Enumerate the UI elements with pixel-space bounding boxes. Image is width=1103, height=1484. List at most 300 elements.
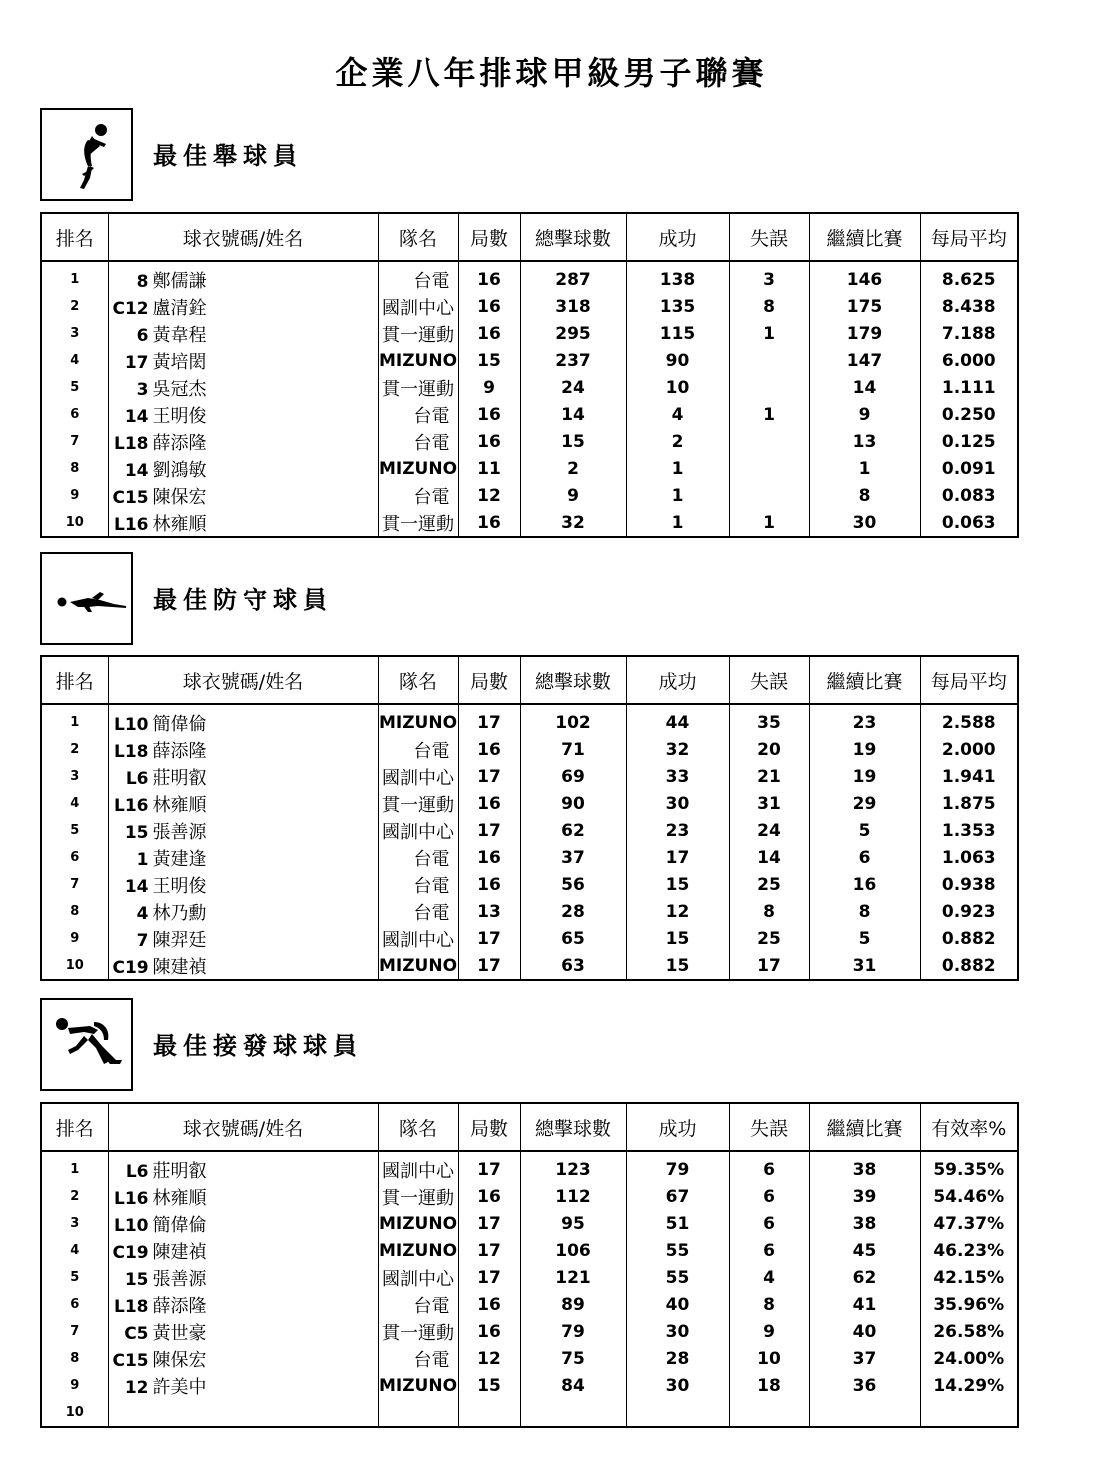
team-cell: 台電 [378, 261, 458, 293]
continue-cell: 5 [809, 817, 920, 844]
table-row [41, 952, 1018, 980]
sets-cell: 16 [458, 428, 520, 455]
total-cell: 69 [520, 763, 626, 790]
player-cell [108, 871, 378, 898]
average-cell: 0.091 [941, 458, 996, 479]
table-row [41, 704, 1018, 736]
col-header: 球衣號碼/姓名 [108, 1103, 378, 1151]
player-name: 薛添隆 [152, 740, 207, 762]
col-header: 有效率% [920, 1103, 1018, 1151]
total-cell: 9 [520, 482, 626, 509]
team-cell: MIZUNO [378, 347, 458, 374]
rank-cell: 2 [41, 293, 108, 320]
table-row [41, 1183, 1018, 1210]
table-row [41, 374, 1018, 401]
player-cell [108, 925, 378, 952]
average-cell [920, 1399, 1018, 1427]
table-row [41, 1210, 1018, 1237]
player-cell [108, 1318, 378, 1345]
jersey-number: C5 [124, 1323, 149, 1344]
error-cell: 9 [729, 1318, 809, 1345]
success-cell: 135 [626, 293, 729, 320]
sets-cell: 16 [458, 293, 520, 320]
continue-cell: 8 [809, 482, 920, 509]
setter-icon [40, 108, 133, 201]
continue-cell: 19 [809, 736, 920, 763]
average-cell: 7.188 [941, 323, 996, 344]
player-cell [108, 428, 378, 455]
col-header: 成功 [626, 1103, 729, 1151]
success-cell: 30 [626, 1372, 729, 1399]
total-cell: 112 [520, 1183, 626, 1210]
player-cell [108, 817, 378, 844]
success-cell: 90 [626, 347, 729, 374]
error-cell: 31 [729, 790, 809, 817]
table-body [41, 704, 1018, 980]
total-cell: 79 [520, 1318, 626, 1345]
success-cell: 55 [626, 1237, 729, 1264]
error-cell: 10 [729, 1345, 809, 1372]
team-cell: 台電 [378, 736, 458, 763]
jersey-number: 12 [124, 1377, 149, 1398]
player-cell [108, 1399, 378, 1427]
rank-cell: 4 [41, 347, 108, 374]
success-cell: 15 [626, 925, 729, 952]
error-cell: 1 [729, 401, 809, 428]
average-cell: 0.125 [941, 431, 996, 452]
rank-cell: 10 [41, 509, 108, 537]
sets-cell: 16 [458, 736, 520, 763]
rank-cell: 7 [41, 428, 108, 455]
col-header: 球衣號碼/姓名 [108, 213, 378, 261]
player-name: 張善源 [152, 821, 207, 843]
jersey-number: 7 [136, 930, 149, 951]
player-cell [108, 1151, 378, 1183]
team-cell [378, 1399, 458, 1427]
success-cell: 40 [626, 1291, 729, 1318]
total-cell: 62 [520, 817, 626, 844]
average-cell: 1.063 [941, 847, 996, 868]
jersey-number: 17 [124, 352, 149, 373]
continue-cell: 146 [809, 261, 920, 293]
table-header-row [41, 213, 1018, 261]
average-cell: 8.625 [941, 269, 996, 290]
jersey-number: 14 [124, 406, 149, 427]
sets-cell: 15 [458, 1372, 520, 1399]
continue-cell: 8 [809, 898, 920, 925]
error-cell: 14 [729, 844, 809, 871]
player-name: 盧清銓 [152, 297, 207, 319]
jersey-number: 1 [136, 849, 149, 870]
rank-cell: 7 [41, 1318, 108, 1345]
error-cell: 25 [729, 925, 809, 952]
success-cell: 1 [626, 455, 729, 482]
average-cell: 6.000 [941, 350, 996, 371]
jersey-number: L10 [114, 714, 149, 735]
average-cell: 0.882 [941, 928, 996, 949]
sets-cell: 17 [458, 704, 520, 736]
player-name: 黃建逢 [152, 848, 207, 870]
table-body [41, 261, 1018, 537]
team-cell: 台電 [378, 401, 458, 428]
col-header: 每局平均 [920, 656, 1018, 704]
player-cell [108, 736, 378, 763]
average-cell: 1.353 [941, 820, 996, 841]
col-header: 局數 [458, 1103, 520, 1151]
player-name: 莊明叡 [152, 1160, 207, 1182]
team-cell: MIZUNO [378, 1210, 458, 1237]
continue-cell: 37 [809, 1345, 920, 1372]
success-cell: 33 [626, 763, 729, 790]
team-cell: 貫一運動 [378, 509, 458, 537]
error-cell [729, 347, 809, 374]
table-row [41, 925, 1018, 952]
success-cell: 67 [626, 1183, 729, 1210]
total-cell: 75 [520, 1345, 626, 1372]
average-cell: 35.96% [933, 1294, 1005, 1315]
total-cell: 32 [520, 509, 626, 537]
player-cell [108, 1372, 378, 1399]
player-name: 黃世豪 [152, 1322, 207, 1344]
col-header: 成功 [626, 656, 729, 704]
rank-cell: 10 [41, 1399, 108, 1427]
success-cell: 1 [626, 482, 729, 509]
average-cell: 1.111 [941, 377, 996, 398]
success-cell: 28 [626, 1345, 729, 1372]
continue-cell: 147 [809, 347, 920, 374]
success-cell: 10 [626, 374, 729, 401]
col-header: 排名 [41, 1103, 108, 1151]
player-name: 薛添隆 [152, 1295, 207, 1317]
jersey-number: L6 [125, 1161, 149, 1182]
rank-cell: 5 [41, 1264, 108, 1291]
success-cell: 115 [626, 320, 729, 347]
player-cell [108, 320, 378, 347]
rank-cell: 3 [41, 763, 108, 790]
average-cell: 1.875 [941, 793, 996, 814]
jersey-number: L6 [125, 768, 149, 789]
team-cell: 國訓中心 [378, 293, 458, 320]
col-header: 繼續比賽 [809, 656, 920, 704]
ranking-table [40, 655, 1019, 981]
error-cell: 8 [729, 293, 809, 320]
player-cell [108, 952, 378, 980]
average-cell: 54.46% [933, 1186, 1005, 1207]
team-cell: MIZUNO [378, 1372, 458, 1399]
rank-cell: 1 [41, 704, 108, 736]
player-cell [108, 401, 378, 428]
player-name: 黃培閎 [152, 351, 207, 373]
player-cell [108, 704, 378, 736]
average-cell: 0.882 [941, 955, 996, 976]
continue-cell: 62 [809, 1264, 920, 1291]
sets-cell: 17 [458, 1151, 520, 1183]
total-cell: 65 [520, 925, 626, 952]
jersey-number: C19 [112, 1242, 149, 1263]
team-cell: 國訓中心 [378, 817, 458, 844]
table-row [41, 763, 1018, 790]
continue-cell: 31 [809, 952, 920, 980]
error-cell: 1 [729, 320, 809, 347]
player-cell [108, 261, 378, 293]
col-header: 總擊球數 [520, 213, 626, 261]
jersey-number: L18 [114, 1296, 149, 1317]
sets-cell: 15 [458, 347, 520, 374]
error-cell: 4 [729, 1264, 809, 1291]
sets-cell: 12 [458, 482, 520, 509]
player-cell [108, 1210, 378, 1237]
table-row [41, 871, 1018, 898]
col-header: 隊名 [378, 213, 458, 261]
team-cell: 貫一運動 [378, 1318, 458, 1345]
jersey-number: L16 [114, 795, 149, 816]
col-header: 隊名 [378, 656, 458, 704]
col-header: 排名 [41, 656, 108, 704]
error-cell: 6 [729, 1237, 809, 1264]
table-body [41, 1151, 1018, 1427]
continue-cell: 23 [809, 704, 920, 736]
success-cell: 55 [626, 1264, 729, 1291]
col-header: 成功 [626, 213, 729, 261]
sets-cell: 11 [458, 455, 520, 482]
total-cell: 28 [520, 898, 626, 925]
total-cell: 56 [520, 871, 626, 898]
table-row [41, 898, 1018, 925]
team-cell: 國訓中心 [378, 763, 458, 790]
player-name: 吳冠杰 [152, 378, 207, 400]
team-cell: 台電 [378, 1345, 458, 1372]
team-cell: 貫一運動 [378, 790, 458, 817]
table-header-row [41, 1103, 1018, 1151]
error-cell: 17 [729, 952, 809, 980]
player-name: 陳保宏 [152, 486, 207, 508]
rank-cell: 2 [41, 1183, 108, 1210]
player-name: 林雍順 [152, 794, 207, 816]
rank-cell: 4 [41, 1237, 108, 1264]
rank-cell: 5 [41, 817, 108, 844]
rank-cell: 5 [41, 374, 108, 401]
player-name: 簡偉倫 [152, 1214, 207, 1236]
table-row [41, 817, 1018, 844]
continue-cell: 6 [809, 844, 920, 871]
continue-cell: 13 [809, 428, 920, 455]
jersey-number: 3 [136, 379, 149, 400]
player-name: 林雍順 [152, 1187, 207, 1209]
player-cell [108, 1291, 378, 1318]
continue-cell: 175 [809, 293, 920, 320]
table-row [41, 293, 1018, 320]
continue-cell: 5 [809, 925, 920, 952]
table-row [41, 320, 1018, 347]
col-header: 總擊球數 [520, 656, 626, 704]
success-cell: 23 [626, 817, 729, 844]
sets-cell: 16 [458, 1318, 520, 1345]
average-cell: 2.000 [941, 739, 996, 760]
ranking-table [40, 1102, 1019, 1428]
jersey-number: L16 [114, 514, 149, 535]
rank-cell: 7 [41, 871, 108, 898]
success-cell: 2 [626, 428, 729, 455]
jersey-number: L18 [114, 433, 149, 454]
total-cell: 14 [520, 401, 626, 428]
total-cell: 123 [520, 1151, 626, 1183]
total-cell: 71 [520, 736, 626, 763]
error-cell [729, 482, 809, 509]
team-cell: MIZUNO [378, 455, 458, 482]
col-header: 局數 [458, 213, 520, 261]
jersey-number: 15 [124, 1269, 149, 1290]
player-cell [108, 1237, 378, 1264]
player-name: 王明俊 [152, 405, 207, 427]
player-cell [108, 1264, 378, 1291]
sets-cell: 17 [458, 763, 520, 790]
total-cell: 95 [520, 1210, 626, 1237]
average-cell: 8.438 [941, 296, 996, 317]
player-cell [108, 1183, 378, 1210]
sets-cell: 16 [458, 790, 520, 817]
success-cell: 15 [626, 952, 729, 980]
sets-cell: 16 [458, 261, 520, 293]
player-cell [108, 763, 378, 790]
col-header: 每局平均 [920, 213, 1018, 261]
error-cell: 8 [729, 898, 809, 925]
total-cell [520, 1399, 626, 1427]
table-row [41, 482, 1018, 509]
rank-cell: 9 [41, 1372, 108, 1399]
error-cell [729, 455, 809, 482]
jersey-number: C15 [112, 487, 149, 508]
col-header: 繼續比賽 [809, 213, 920, 261]
success-cell: 4 [626, 401, 729, 428]
error-cell: 35 [729, 704, 809, 736]
col-header: 球衣號碼/姓名 [108, 656, 378, 704]
error-cell [729, 428, 809, 455]
success-cell [626, 1399, 729, 1427]
table-row [41, 1372, 1018, 1399]
error-cell: 25 [729, 871, 809, 898]
error-cell: 21 [729, 763, 809, 790]
sets-cell: 16 [458, 1183, 520, 1210]
section-title: 最佳防守球員 [153, 585, 333, 614]
col-header: 總擊球數 [520, 1103, 626, 1151]
table-row [41, 509, 1018, 537]
average-cell: 1.941 [941, 766, 996, 787]
player-name: 莊明叡 [152, 767, 207, 789]
average-cell: 0.083 [941, 485, 996, 506]
team-cell: 台電 [378, 844, 458, 871]
continue-cell: 29 [809, 790, 920, 817]
total-cell: 63 [520, 952, 626, 980]
table-row [41, 1345, 1018, 1372]
table-row [41, 261, 1018, 293]
table-row [41, 347, 1018, 374]
player-name: 劉鴻敏 [152, 459, 207, 481]
jersey-number: 6 [136, 325, 149, 346]
jersey-number: C19 [112, 957, 149, 978]
rank-cell: 4 [41, 790, 108, 817]
sets-cell: 9 [458, 374, 520, 401]
rank-cell: 6 [41, 844, 108, 871]
average-cell: 59.35% [933, 1159, 1005, 1180]
table-row [41, 844, 1018, 871]
rank-cell: 3 [41, 320, 108, 347]
col-header: 排名 [41, 213, 108, 261]
average-cell: 26.58% [933, 1321, 1005, 1342]
jersey-number: 14 [124, 460, 149, 481]
team-cell: MIZUNO [378, 952, 458, 980]
table-row [41, 1291, 1018, 1318]
success-cell: 51 [626, 1210, 729, 1237]
continue-cell: 40 [809, 1318, 920, 1345]
success-cell: 17 [626, 844, 729, 871]
table-row [41, 1399, 1018, 1427]
col-header: 繼續比賽 [809, 1103, 920, 1151]
rank-cell: 8 [41, 898, 108, 925]
section-title: 最佳舉球員 [153, 141, 303, 170]
total-cell: 2 [520, 455, 626, 482]
player-name: 薛添隆 [152, 432, 207, 454]
rank-cell: 8 [41, 455, 108, 482]
rank-cell: 10 [41, 952, 108, 980]
total-cell: 90 [520, 790, 626, 817]
total-cell: 287 [520, 261, 626, 293]
jersey-number: 8 [136, 271, 149, 292]
continue-cell: 179 [809, 320, 920, 347]
player-name: 陳建禎 [152, 1241, 207, 1263]
total-cell: 89 [520, 1291, 626, 1318]
col-header: 失誤 [729, 213, 809, 261]
continue-cell: 14 [809, 374, 920, 401]
table-header-row [41, 656, 1018, 704]
table-row [41, 1318, 1018, 1345]
team-cell: 台電 [378, 1291, 458, 1318]
page-title: 企業八年排球甲級男子聯賽 [335, 54, 768, 92]
error-cell: 6 [729, 1151, 809, 1183]
table-row [41, 736, 1018, 763]
team-cell: 台電 [378, 898, 458, 925]
jersey-number: L16 [114, 1188, 149, 1209]
player-cell [108, 374, 378, 401]
player-cell [108, 482, 378, 509]
error-cell: 6 [729, 1210, 809, 1237]
error-cell: 3 [729, 261, 809, 293]
defender-icon [40, 552, 133, 645]
jersey-number: C15 [112, 1350, 149, 1371]
sets-cell [458, 1399, 520, 1427]
average-cell: 2.588 [941, 712, 996, 733]
player-cell [108, 509, 378, 537]
player-cell [108, 1345, 378, 1372]
total-cell: 15 [520, 428, 626, 455]
average-cell: 0.923 [941, 901, 996, 922]
success-cell: 138 [626, 261, 729, 293]
rank-cell: 1 [41, 1151, 108, 1183]
player-cell [108, 790, 378, 817]
receiver-icon [40, 998, 133, 1091]
rank-cell: 3 [41, 1210, 108, 1237]
table-row [41, 1264, 1018, 1291]
rank-cell: 2 [41, 736, 108, 763]
average-cell: 42.15% [933, 1267, 1005, 1288]
sets-cell: 16 [458, 1291, 520, 1318]
col-header: 局數 [458, 656, 520, 704]
error-cell: 6 [729, 1183, 809, 1210]
team-cell: 台電 [378, 871, 458, 898]
team-cell: 貫一運動 [378, 1183, 458, 1210]
error-cell [729, 1399, 809, 1427]
continue-cell: 1 [809, 455, 920, 482]
continue-cell: 36 [809, 1372, 920, 1399]
